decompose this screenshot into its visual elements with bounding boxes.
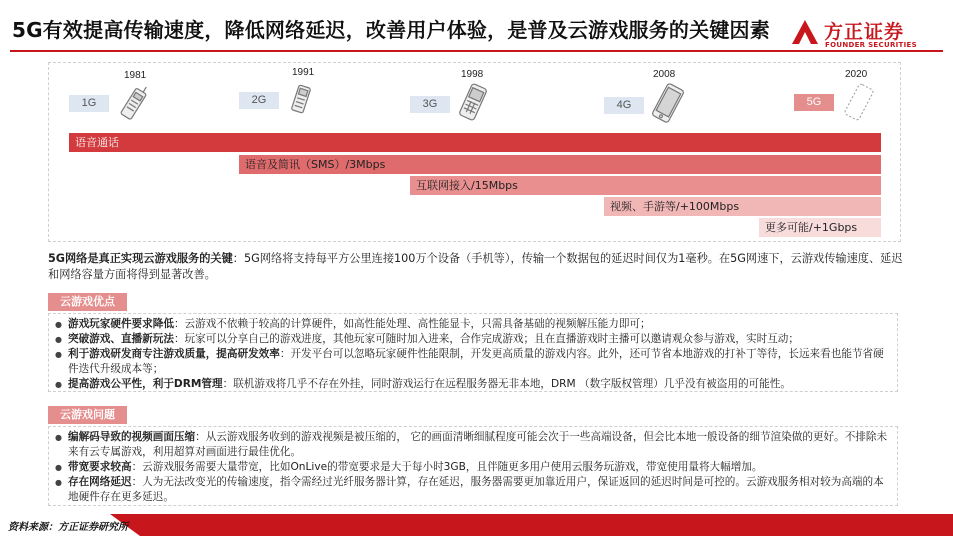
generation-3g: 3G: [410, 96, 450, 113]
problems-section-title: 云游戏问题: [48, 406, 127, 424]
advantages-box: [48, 313, 898, 392]
advantage-item: [55, 377, 891, 392]
intro-paragraph: [48, 251, 908, 283]
generation-5g: 5G: [794, 94, 834, 111]
logo-english-name: FOUNDER SECURITIES: [825, 41, 917, 49]
advantage-item-text: ：玩家可以分享自己的游戏进度，其他玩家可随时加入进来，合作完成游戏；且在直播游戏时主播可以邀请观众参与游戏，实时互动；: [173, 333, 799, 345]
year-label-5g: 2020: [845, 69, 868, 80]
year-label-2g: 1991: [292, 67, 315, 78]
page-title: 5G有效提高传输速度，降低网络延迟，改善用户体验，是普及云游戏服务的关键因素: [12, 18, 770, 42]
intro-lead: 5G网络是真正实现云游戏服务的关键: [48, 252, 233, 265]
problem-item-text: ：云游戏服务需要大量带宽，比如OnLive的带宽要求是大于每小时3GB，且伴随更多用户使用云服务玩游戏，带宽使用量将大幅增加。: [131, 461, 763, 473]
advantage-item-lead: 利于游戏研发商专注游戏质量，提高研发效率: [68, 348, 280, 360]
band-more-possibilities: 更多可能/+1Gbps: [759, 218, 881, 237]
problem-item-text: ：人为无法改变光的传输速度，指令需经过光纤服务器计算，存在延迟，服务器需要更加靠近用户，保证返回的延迟时间是可控的。云游戏服务相对较为高端的本地硬件存在更多延迟。: [68, 476, 884, 503]
advantages-section-title: 云游戏优点: [48, 293, 127, 311]
network-generation-timeline: [48, 62, 901, 242]
intro-text: ：5G网络将支持每平方公里连接100万个设备（手机等），传输一个数据包的延迟时间仅为1毫秒。在5G网速下，云游戏传输速度、延迟和网络容量方面将得到显著改善。: [48, 252, 903, 281]
advantage-item-text: ：开发平台可以忽略玩家硬件性能限制，开发更高质量的游戏内容。此外，还可节省本地游戏的打补丁等待，长远来看也能节省硬件迭代升级成本等；: [68, 348, 884, 375]
slide-footer: [0, 514, 953, 536]
source-note: 资料来源：方正证券研究所: [8, 522, 128, 533]
year-label-4g: 2008: [653, 69, 676, 80]
year-label-3g: 1998: [461, 69, 484, 80]
band-voice-sms: 语音及简讯（SMS）/3Mbps: [239, 155, 881, 174]
advantage-item-lead: 提高游戏公平性，利于DRM管理: [68, 378, 223, 390]
advantage-item: [55, 347, 891, 377]
problems-box: [48, 426, 898, 506]
founder-logo-mark-icon: [790, 18, 820, 46]
problem-item-text: ：从云游戏服务收到的游戏视频是被压缩的， 它的画面清晰细腻程度可能会次于一些高端设备，但会比本地一般设备的细节渲染做的更好。不排除未来有云专属游戏，利用超算对画面进行最佳优化。: [68, 431, 888, 458]
footer-red-band: [0, 514, 953, 536]
advantage-item: [55, 332, 891, 347]
keypad-phone-icon: [456, 81, 490, 123]
problem-item-lead: 编解码导致的视频画面压缩: [68, 431, 196, 443]
generation-2g: 2G: [239, 92, 279, 109]
problem-item-lead: 带宽要求较高: [68, 461, 132, 473]
problem-item: [55, 460, 891, 475]
advantage-item-text: ：联机游戏将几乎不存在外挂，同时游戏运行在远程服务器无非本地，DRM （数字版权管理）几乎没有被盗用的可能性。: [222, 378, 791, 390]
brick-phone-icon: [117, 83, 151, 123]
band-voice-call: 语音通话: [69, 133, 881, 152]
band-internet-access: 互联网接入/15Mbps: [410, 176, 881, 195]
problem-item: [55, 430, 891, 460]
problem-item-lead: 存在网络延迟: [68, 476, 132, 488]
dashed-phone-icon: [839, 81, 879, 123]
founder-securities-logo: [790, 16, 940, 50]
year-label-1g: 1981: [124, 70, 147, 81]
smartphone-icon: [647, 81, 689, 125]
feature-phone-icon: [288, 83, 314, 115]
problem-item: [55, 475, 891, 505]
advantage-item-lead: 游戏玩家硬件要求降低: [68, 318, 174, 330]
advantage-item-text: ：云游戏不依赖于较高的计算硬件，如高性能处理、高性能显卡，只需具备基础的视频解压能力即可；: [173, 318, 651, 330]
header-divider: [10, 50, 943, 52]
generation-1g: 1G: [69, 95, 109, 112]
slide-header: [0, 0, 953, 62]
generation-4g: 4G: [604, 97, 644, 114]
logo-chinese-name: 方正证券: [824, 21, 905, 43]
advantage-item-lead: 突破游戏、直播新玩法: [68, 333, 174, 345]
advantage-item: [55, 317, 891, 332]
band-video-mobile-games: 视频、手游等/+100Mbps: [604, 197, 881, 216]
